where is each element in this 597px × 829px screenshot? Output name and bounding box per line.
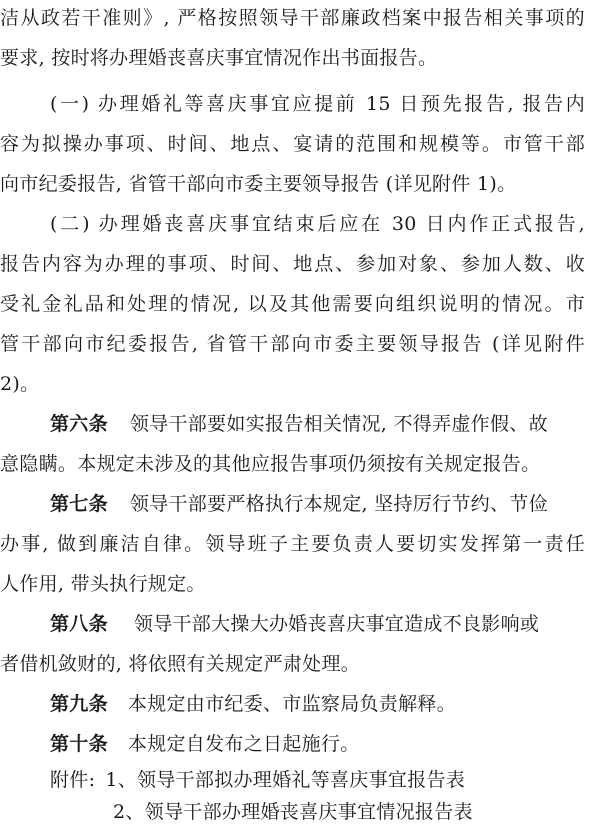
paragraph-line: 意隐瞒。本规定未涉及的其他应报告事项仍须按有关规定报告。 (0, 453, 541, 475)
article-text: 本规定自发布之日起施行。 (127, 733, 360, 755)
paragraph-line: (二) 办理婚丧喜庆事宜结束后应在 30 日内作正式报告, (50, 213, 585, 235)
attachments-label: 附件: (50, 769, 96, 791)
paragraph-line: 容为拟操办事项、时间、地点、宴请的范围和规模等。市管干部 (0, 133, 585, 155)
article-text: 领导干部要如实报告相关情况, 不得弄虚作假、故 (129, 413, 548, 435)
article-text: 本规定由市纪委、市监察局负责解释。 (127, 693, 457, 715)
article-7 (50, 492, 548, 516)
paragraph-line: 者借机敛财的, 将依照有关规定严肃处理。 (0, 653, 361, 675)
article-title: 第九条 (50, 693, 108, 715)
attachment-item: 1、领导干部拟办理婚礼等喜庆事宜报告表 (105, 769, 466, 791)
paragraph-line: 洁从政若干准则》, 严格按照领导干部廉政档案中报告相关事项的 (0, 7, 585, 29)
article-text: 领导干部大操大办婚丧喜庆事宜造成不良影响或 (133, 613, 540, 635)
article-6 (50, 412, 548, 436)
paragraph-line: 向市纪委报告, 省管干部向市委主要领导报告 (详见附件 1)。 (0, 173, 517, 195)
paragraph-line: 受礼金礼品和处理的情况, 以及其他需要向组织说明的情况。市 (0, 293, 585, 315)
article-text: 领导干部要严格执行本规定, 坚持厉行节约、节俭 (129, 493, 548, 515)
article-title: 第八条 (50, 613, 108, 635)
paragraph-line: 要求, 按时将办理婚丧喜庆事宜情况作出书面报告。 (0, 47, 438, 69)
article-title: 第七条 (50, 493, 108, 515)
attachments-line-1 (50, 768, 465, 792)
article-8 (50, 612, 539, 636)
paragraph-line: 办事, 做到廉洁自律。领导班子主要负责人要切实发挥第一责任 (0, 533, 585, 555)
article-title: 第六条 (50, 413, 108, 435)
paragraph-line: 2)。 (0, 373, 40, 395)
paragraph-line: 管干部向市纪委报告, 省管干部向市委主要领导报告 (详见附件 (0, 333, 585, 355)
attachment-item: 2、领导干部办理婚丧喜庆事宜情况报告表 (113, 801, 473, 823)
paragraph-line: 人作用, 带头执行规定。 (0, 573, 206, 595)
article-title: 第十条 (50, 733, 108, 755)
paragraph-line: (一) 办理婚礼等喜庆事宜应提前 15 日预先报告, 报告内 (50, 93, 585, 115)
paragraph-line: 报告内容为办理的事项、时间、地点、参加对象、参加人数、收 (0, 253, 585, 275)
article-9 (50, 692, 456, 716)
article-10 (50, 732, 360, 756)
